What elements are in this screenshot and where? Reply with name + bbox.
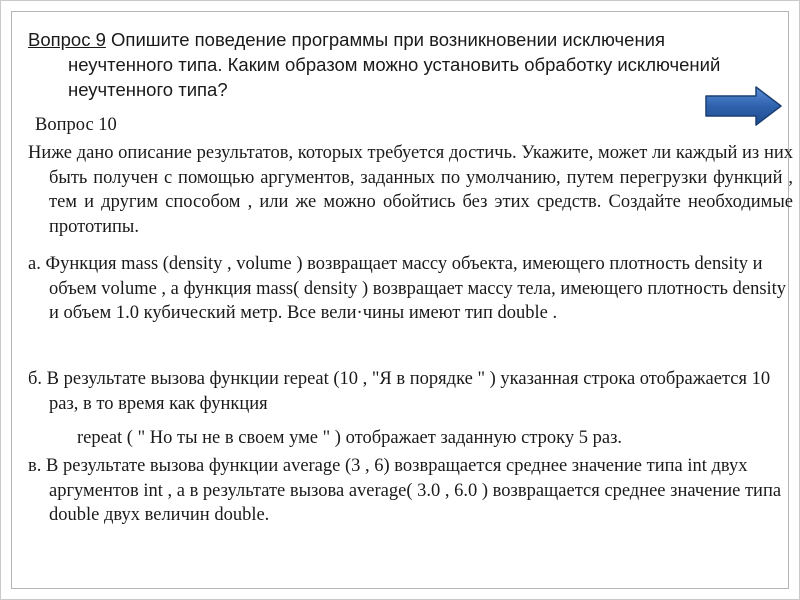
question-10-intro: Ниже дано описание результатов, которых требуется достичь. Укажите, может ли каждый из них быть получен с помощью аргументов, заданных по умолчанию, путем перегрузки функций , тем и другим способом , или же можно обойтись без этих средств. Создайте необходимые прототипы. (28, 143, 793, 237)
next-slide-button[interactable] (704, 85, 784, 127)
question-9-text: Опишите поведение программы при возникновении исключения неучтенного типа. Каким образом можно установить обработку исключений неучтенного типа? (68, 29, 721, 100)
item-c: в. В результате вызова функции average (3 , 6) возвращается среднее значение типа int двух аргументов int , а в результате вызова average( 3.0 , 6.0 ) возвращается среднее значение типа double двух величин double. (28, 456, 782, 525)
question-10-label: Вопрос 10 (35, 115, 117, 135)
question-9 (28, 27, 758, 102)
question-9-label: Вопрос 9 (28, 29, 106, 50)
item-b: б. В результате вызова функции repeat (10 , "Я в порядке " ) указанная строка отображается 10 раз, в то время как функция (28, 369, 771, 414)
item-a: а. Функция mass (density , volume ) возвращает массу объекта, имеющего плотность density и объем volume , а функция mass( density ) возвращает массу тела, имеющего плотность density и объем 1.0 кубический метр. Все вели·чины имеют тип double . (28, 254, 787, 323)
item-b-continuation: repeat ( " Но ты не в своем уме " ) отображает заданную строку 5 раз. (77, 428, 623, 448)
right-arrow-icon (706, 87, 781, 125)
